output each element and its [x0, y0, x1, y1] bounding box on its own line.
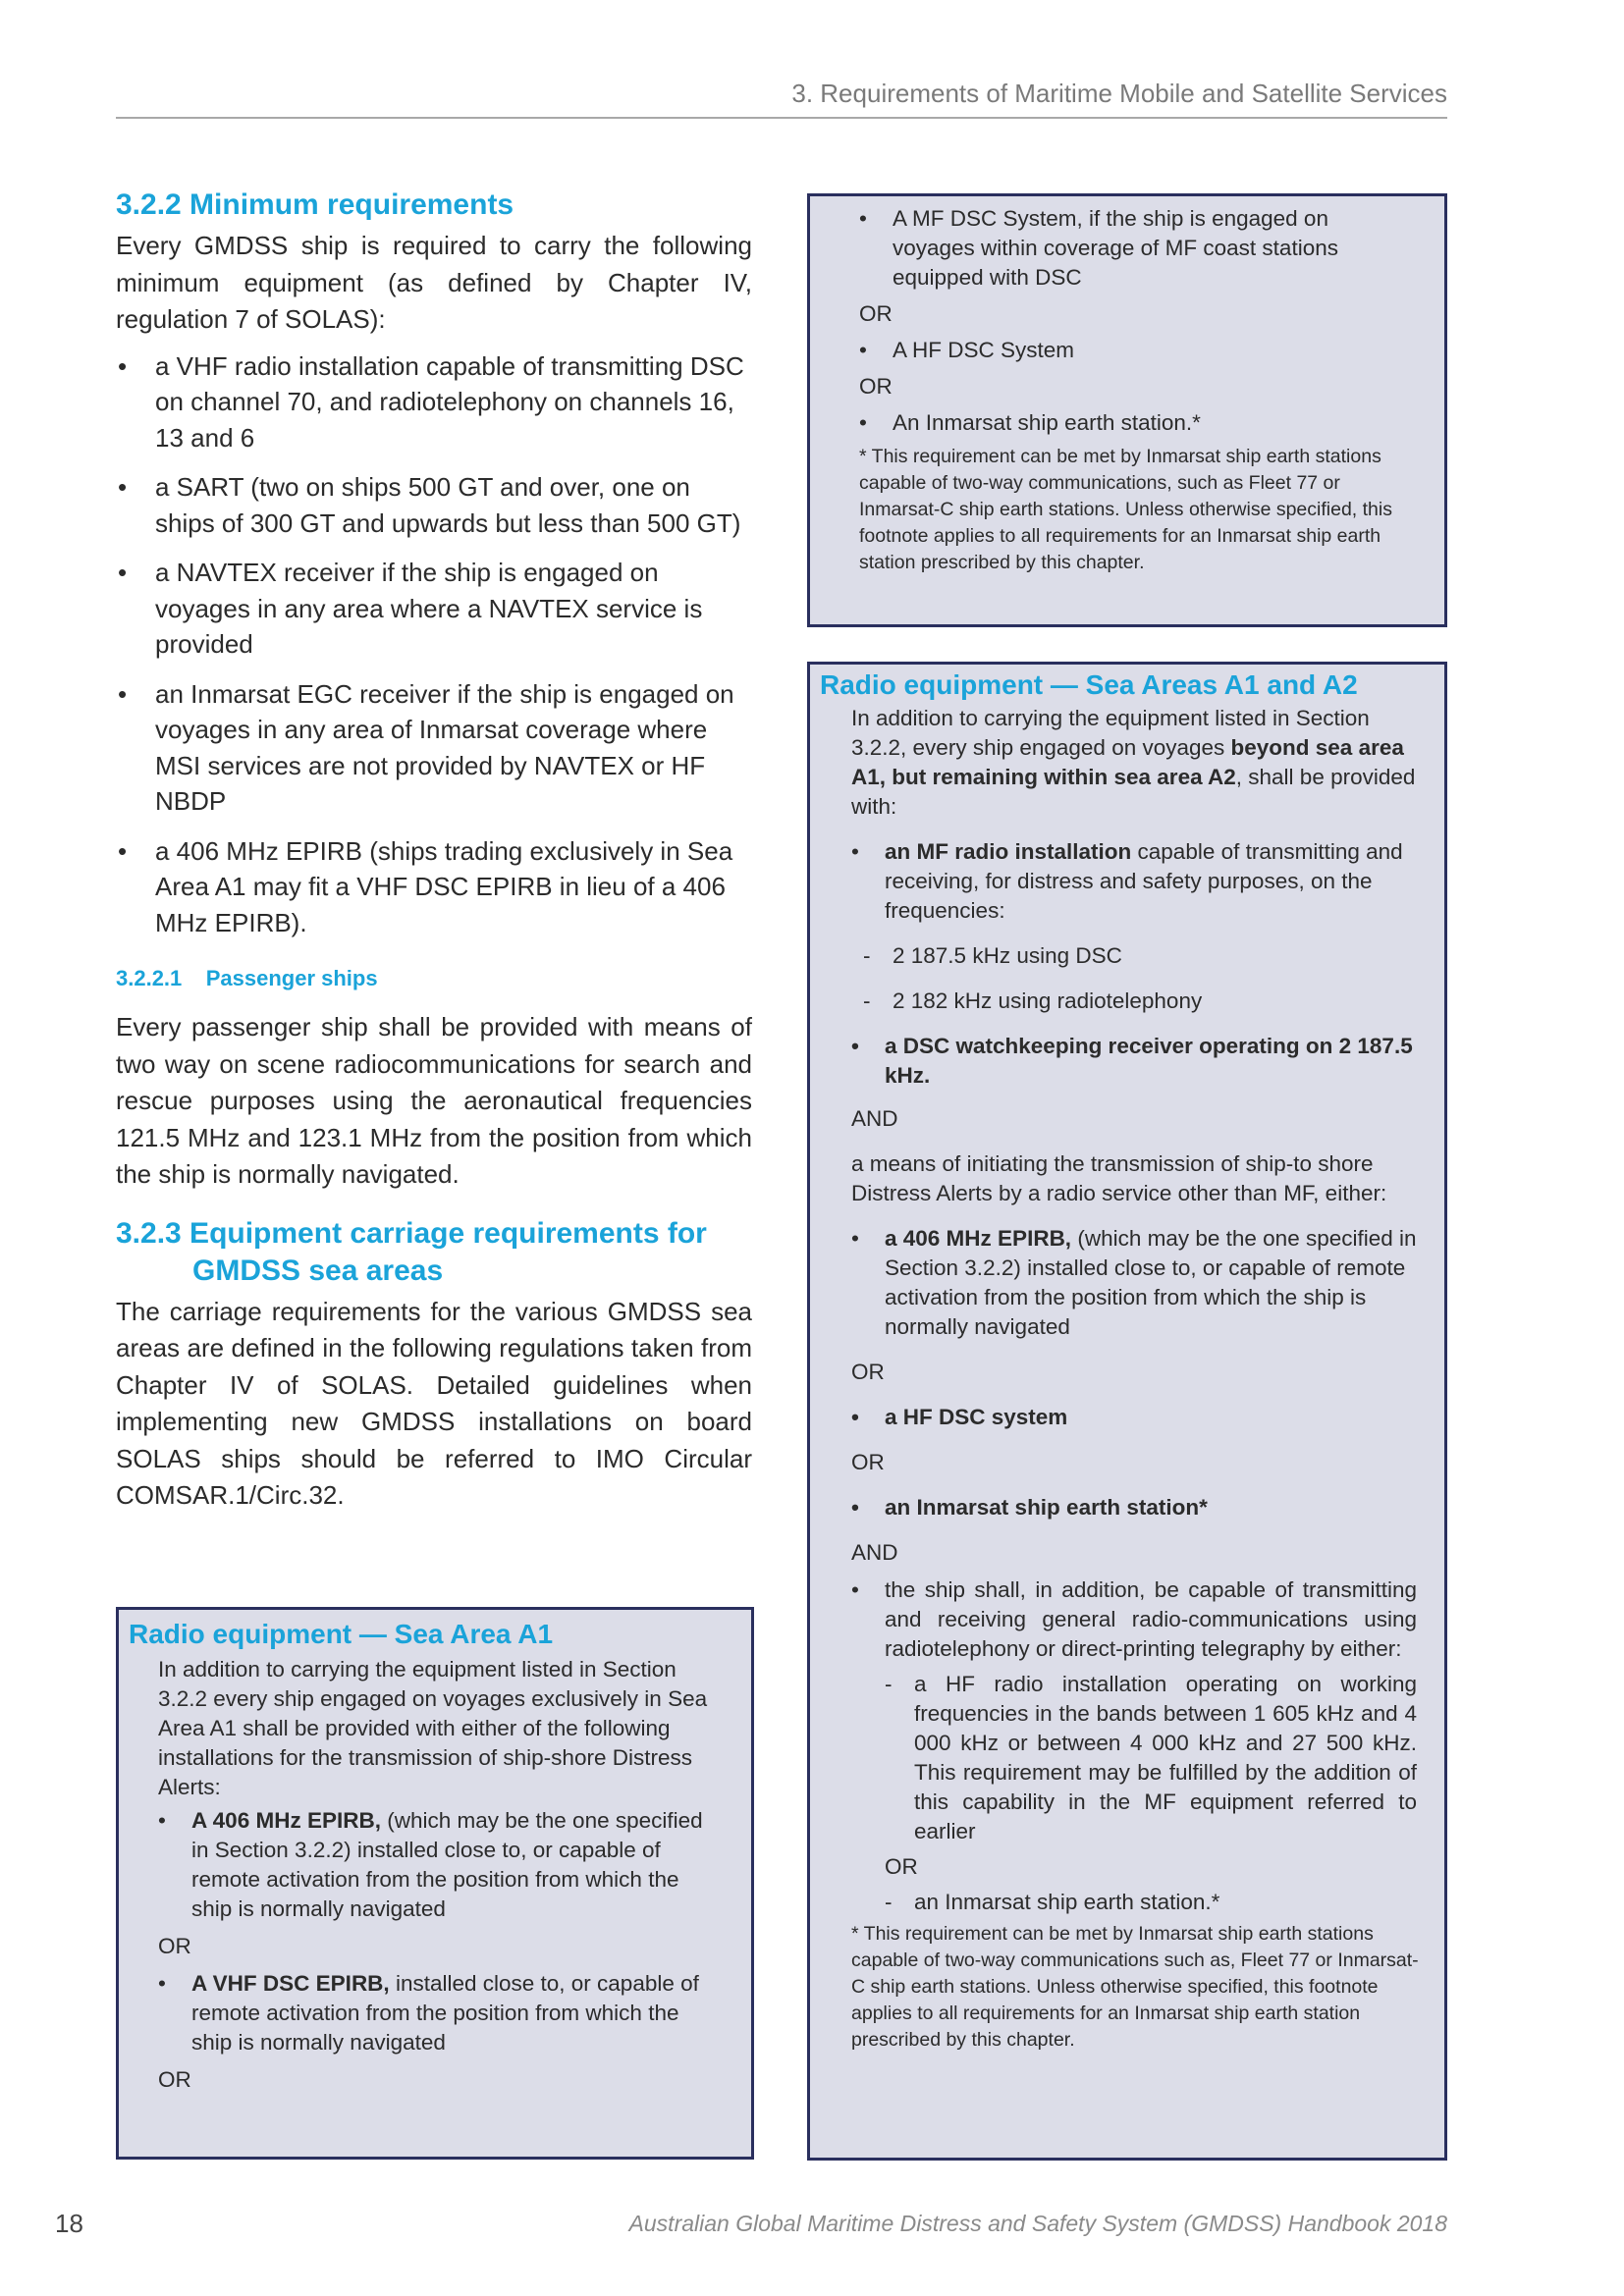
list-item: • an Inmarsat EGC receiver if the ship is engaged on voyages in any area of Inmarsat coverage where MSI services are not provided by NAVTEX or HF NBDP	[116, 676, 752, 820]
item-text: (which may be the one specified in Section 3.2.2) installed close to, or capable of remote activation from the position from which the ship is normally navigated	[191, 1808, 703, 1921]
section-3-2-3-heading	[116, 1215, 752, 1290]
or-label: OR	[158, 2067, 191, 2092]
item-bold: A VHF DSC EPIRB,	[191, 1971, 390, 1996]
header-rule	[116, 117, 1447, 119]
list-item: • the ship shall, in addition, be capable of transmitting and receiving general radio-communications using radiotelephony or direct-printing telegraphy by either:	[851, 1575, 1425, 1664]
list-item: • An Inmarsat ship earth station.*	[859, 408, 1405, 438]
intro-bold: beyond sea area A1, but remaining within sea area A2	[851, 735, 1404, 789]
list-item: • A HF DSC System	[859, 336, 1405, 365]
frequency-item: - 2 187.5 kHz using DSC	[859, 941, 1425, 971]
intro-text: In addition to carrying the equipment listed in Section 3.2.2, every ship engaged on voyages	[851, 706, 1370, 760]
list-item: • a HF DSC system	[851, 1403, 1425, 1432]
sea-areas-a1-a2-box	[807, 662, 1447, 2161]
item-bold: A 406 MHz EPIRB,	[191, 1808, 381, 1833]
footer-title: Australian Global Maritime Distress and Safety System (GMDSS) Handbook 2018	[628, 2211, 1447, 2236]
box-title: Radio equipment — Sea Area A1	[129, 1619, 554, 1649]
section-3-2-2-1-heading: 3.2.2.1 Passenger ships	[116, 966, 378, 990]
and-label: AND	[851, 1540, 898, 1565]
list-item: • a 406 MHz EPIRB (ships trading exclusively in Sea Area A1 may fit a VHF DSC EPIRB in lieu of a 406 MHz EPIRB).	[116, 833, 752, 941]
continued-box	[807, 193, 1447, 627]
sub-item: - a HF radio installation operating on working frequencies in the bands between 1 605 kHz and 4 000 kHz or between 4 000 kHz and 27 500 kHz. This requirement may be fulfilled by the addition of this capability in the MF equipment referred to earlier	[881, 1670, 1425, 1846]
section-3-2-3-text: The carriage requirements for the various GMDSS sea areas are defined in the following regulations taken from Chapter IV of SOLAS. Detailed guidelines when implementing new GMDSS installations on board SOLAS ships should be referred to IMO Circular COMSAR.1/Circ.32.	[116, 1296, 752, 1510]
box-body	[820, 704, 1425, 2054]
or-label: OR	[158, 1934, 191, 1958]
section-3-2-3-heading-line1: 3.2.3 Equipment carriage requirements for	[116, 1216, 707, 1250]
footnote: * This requirement can be met by Inmarsat ship earth stations capable of two-way communications, such as Fleet 77 or Inmarsat-C ship earth stations. Unless otherwise specified, this footnote applies to all requirements for an Inmarsat ship earth station prescribed by this chapter.	[859, 446, 1392, 573]
frequency-item: - 2 182 kHz using radiotelephony	[859, 987, 1425, 1016]
alert-means-text: a means of initiating the transmission of ship-to shore Distress Alerts by a radio service other than MF, either:	[851, 1151, 1387, 1205]
or-label: OR	[851, 1450, 885, 1474]
section-3-2-2-intro: Every GMDSS ship is required to carry the following minimum equipment (as defined by Chapter IV, regulation 7 of SOLAS):	[116, 231, 752, 334]
list-item	[851, 1224, 1425, 1342]
item-text: installed close to, or capable of remote activation from the position from which the ship is normally navigated	[191, 1971, 699, 2055]
or-label: OR	[859, 301, 893, 326]
list-item: • a SART (two on ships 500 GT and over, one on ships of 300 GT and upwards but less than 500 GT)	[116, 469, 752, 541]
sea-area-a1-box	[116, 1607, 754, 2160]
box-intro: In addition to carrying the equipment listed in Section 3.2.2 every ship engaged on voyages exclusively in Sea Area A1 shall be provided with either of the following installations for the transmission of ship-shore Distress Alerts:	[158, 1657, 708, 1799]
list-item: • a VHF radio installation capable of transmitting DSC on channel 70, and radiotelephony on channels 16, 13 and 6	[116, 348, 752, 456]
box-intro	[851, 704, 1425, 822]
list-item: • an Inmarsat ship earth station*	[851, 1493, 1425, 1522]
or-label: OR	[851, 1360, 885, 1384]
and-label: AND	[851, 1106, 898, 1131]
item-text: (which may be the one specified in Section 3.2.2) installed close to, or capable of remote activation from the position from which the ship is normally navigated	[885, 1226, 1417, 1339]
box-title: Radio equipment — Sea Areas A1 and A2	[820, 669, 1358, 700]
section-3-2-2-heading: 3.2.2 Minimum requirements	[116, 188, 514, 221]
page-number: 18	[55, 2209, 83, 2238]
list-item: • a NAVTEX receiver if the ship is engaged on voyages in any area where a NAVTEX service is provided	[116, 555, 752, 663]
minimum-equipment-list	[116, 348, 752, 941]
or-label: OR	[859, 374, 893, 399]
list-item: • A MF DSC System, if the ship is engaged on voyages within coverage of MF coast stations equipped with DSC	[859, 204, 1405, 293]
item-bold: a 406 MHz EPIRB,	[885, 1226, 1072, 1251]
section-3-2-3-heading-line2: GMDSS sea areas	[192, 1254, 444, 1287]
list-item	[158, 1806, 720, 1924]
passenger-ships-text: Every passenger ship shall be provided with means of two way on scene radiocommunications for search and rescue purposes using the aeronautical frequencies 121.5 MHz and 123.1 MHz from the position from which the ship is normally navigated.	[116, 1012, 752, 1189]
left-column	[116, 187, 752, 1515]
list-item: • a DSC watchkeeping receiver operating on 2 187.5 kHz.	[851, 1032, 1425, 1091]
or-label: OR	[885, 1854, 918, 1879]
list-item	[158, 1969, 720, 2057]
footnote: * This requirement can be met by Inmarsat ship earth stations capable of two-way communications such as, Fleet 77 or Inmarsat-C ship earth stations. Unless otherwise specified, this footnote applies to all requirements for an Inmarsat ship earth station prescribed by this chapter.	[851, 1923, 1419, 2051]
running-header: 3. Requirements of Maritime Mobile and Satellite Services	[791, 79, 1447, 108]
intro-text-end: , shall be provided with:	[851, 765, 1416, 819]
box-body	[129, 1655, 737, 2095]
item-text: capable of transmitting and receiving, for distress and safety purposes, on the frequencies:	[885, 839, 1403, 923]
item-bold: an MF radio installation	[885, 839, 1132, 864]
sub-item: - an Inmarsat ship earth station.*	[881, 1888, 1425, 1917]
list-item	[851, 837, 1425, 926]
